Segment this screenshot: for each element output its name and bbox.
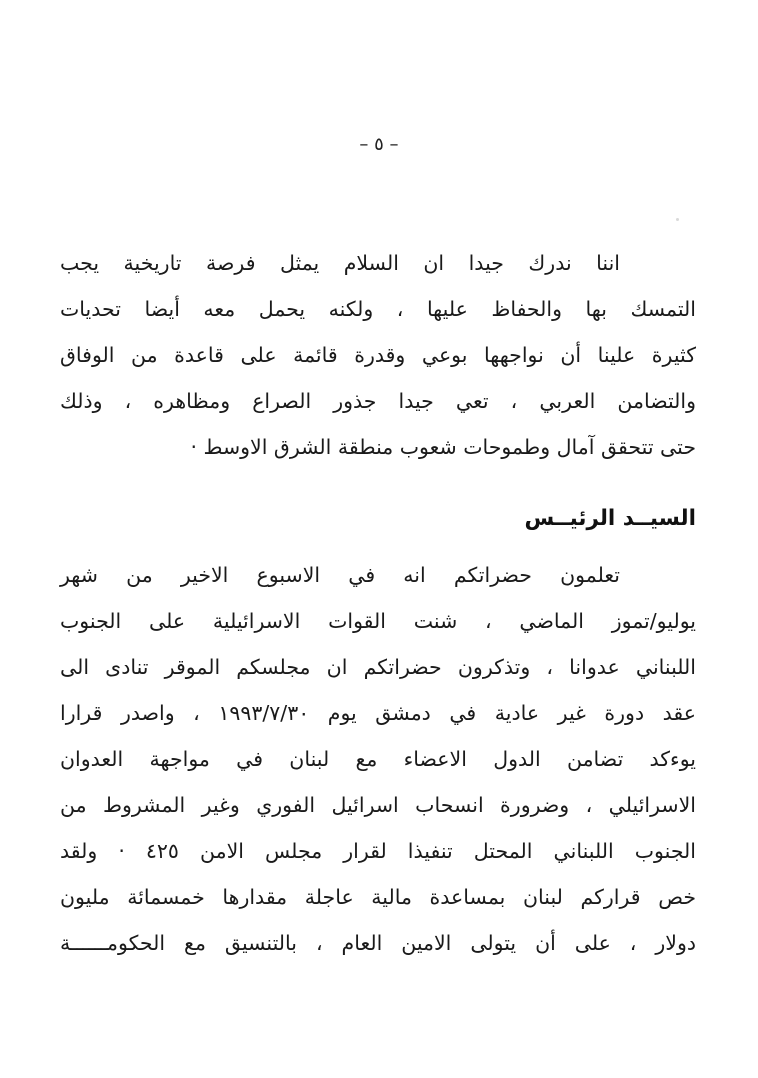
text-line: التمسك بها والحفاظ عليها ، ولكنه يحمل معه أيضا تحديات <box>60 297 696 321</box>
page-number: – ٥ – <box>359 134 399 155</box>
section-heading-mister-president: السيــد الرئيــس <box>524 506 696 531</box>
paragraph-israeli-aggression-lebanon <box>60 552 696 966</box>
text-line: يوءكد تضامن الدول الاعضاء مع لبنان في مواجهة العدوان <box>60 747 696 771</box>
scan-artifact-speck <box>676 218 679 221</box>
text-line: يوليو/تموز الماضي ، شنت القوات الاسرائيلية على الجنوب <box>60 609 696 633</box>
text-line: عقد دورة غير عادية في دمشق يوم ١٩٩٣/٧/٣٠ ، واصدر قرارا <box>60 701 696 725</box>
text-line: الاسرائيلي ، وضرورة انسحاب اسرائيل الفوري وغير المشروط من <box>60 793 696 817</box>
text-line: كثيرة علينا أن نواجهها بوعي وقدرة قائمة على قاعدة من الوفاق <box>60 343 696 367</box>
text-line: الجنوب اللبناني المحتل تنفيذا لقرار مجلس الامن ٤٢٥ · ولقد <box>60 839 696 863</box>
text-line: حتى تتحقق آمال وطموحات شعوب منطقة الشرق الاوسط · <box>190 435 696 459</box>
paragraph-peace-opportunity <box>60 240 696 470</box>
text-line: اننا ندرك جيدا ان السلام يمثل فرصة تاريخية يجب <box>60 251 620 275</box>
text-line: دولار ، على أن يتولى الامين العام ، بالتنسيق مع الحكومــــــة <box>60 931 696 955</box>
document-body <box>60 240 696 966</box>
text-line: خص قراركم لبنان بمساعدة مالية عاجلة مقدارها خمسمائة مليون <box>60 885 696 909</box>
text-line: تعلمون حضراتكم انه في الاسبوع الاخير من شهر <box>60 563 620 587</box>
text-line: اللبناني عدوانا ، وتذكرون حضراتكم ان مجلسكم الموقر تنادى الى <box>60 655 696 679</box>
text-line: والتضامن العربي ، تعي جيدا جذور الصراع ومظاهره ، وذلك <box>60 389 696 413</box>
